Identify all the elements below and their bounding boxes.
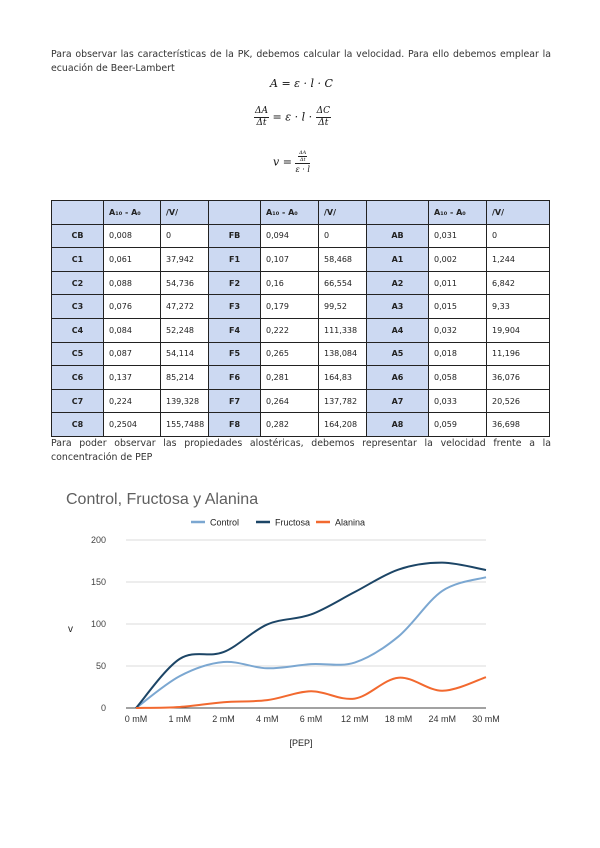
- row-label-cell: F2: [209, 271, 261, 295]
- value-cell: 0,033: [429, 389, 487, 413]
- column-header: /V/: [319, 201, 367, 225]
- table-row: [52, 413, 550, 437]
- row-label-cell: A7: [367, 389, 429, 413]
- value-cell: 66,554: [319, 271, 367, 295]
- frac-num: ΔC: [316, 106, 331, 116]
- value-cell: 6,842: [487, 271, 550, 295]
- beer-lambert-equation: A = ε · l · C: [270, 77, 333, 90]
- value-cell: 0,265: [261, 342, 319, 366]
- y-tick-label: 150: [90, 577, 106, 587]
- value-cell: 0,031: [429, 224, 487, 248]
- value-cell: 0,179: [261, 295, 319, 319]
- row-label-cell: F7: [209, 389, 261, 413]
- row-label-cell: A8: [367, 413, 429, 437]
- value-cell: 0: [319, 224, 367, 248]
- value-cell: 0,088: [104, 271, 161, 295]
- y-tick-label: 100: [90, 619, 106, 629]
- absorbance-velocity-table: [51, 200, 550, 437]
- row-label-cell: A4: [367, 318, 429, 342]
- row-label-cell: CB: [52, 224, 104, 248]
- value-cell: 0,264: [261, 389, 319, 413]
- column-header: A₁₀ - A₀: [261, 201, 319, 225]
- series-line-fructosa: [136, 563, 486, 708]
- value-cell: 1,244: [487, 248, 550, 272]
- y-tick-label: 50: [95, 661, 106, 671]
- value-cell: 0,281: [261, 366, 319, 390]
- value-cell: 19,904: [487, 318, 550, 342]
- x-tick-label: 12 mM: [340, 714, 369, 724]
- value-cell: 0,16: [261, 271, 319, 295]
- row-label-cell: A3: [367, 295, 429, 319]
- value-cell: 0,084: [104, 318, 161, 342]
- value-cell: 85,214: [161, 366, 209, 390]
- x-tick-label: 1 mM: [168, 714, 191, 724]
- value-cell: 0,224: [104, 389, 161, 413]
- table-header-row: [52, 201, 550, 225]
- value-cell: 0,059: [429, 413, 487, 437]
- x-tick-label: 4 mM: [256, 714, 279, 724]
- value-cell: 164,208: [319, 413, 367, 437]
- value-cell: 0,015: [429, 295, 487, 319]
- value-cell: 137,782: [319, 389, 367, 413]
- value-cell: 0,137: [104, 366, 161, 390]
- x-tick-label: 30 mM: [472, 714, 500, 724]
- row-label-cell: C6: [52, 366, 104, 390]
- series-line-alanina: [136, 677, 486, 708]
- value-cell: 0,094: [261, 224, 319, 248]
- value-cell: 36,076: [487, 366, 550, 390]
- row-label-cell: A2: [367, 271, 429, 295]
- column-header: /V/: [161, 201, 209, 225]
- value-cell: 0,018: [429, 342, 487, 366]
- intro-paragraph: Para observar las características de la PK, debemos calcular la velocidad. Para ello debemos emplear la ecuación de Beer-Lambert: [51, 49, 551, 74]
- legend-label-control: Control: [210, 517, 240, 528]
- value-cell: 36,698: [487, 413, 550, 437]
- blank-header: [367, 201, 429, 225]
- value-cell: 0,002: [429, 248, 487, 272]
- value-cell: 0: [161, 224, 209, 248]
- frac-num: ΔA: [255, 106, 268, 116]
- value-cell: 0,222: [261, 318, 319, 342]
- blank-header: [52, 201, 104, 225]
- row-label-cell: C4: [52, 318, 104, 342]
- row-label-cell: AB: [367, 224, 429, 248]
- value-cell: 139,328: [161, 389, 209, 413]
- pep-velocity-chart: [51, 478, 501, 763]
- value-cell: 54,114: [161, 342, 209, 366]
- velocity-fraction: [295, 150, 309, 175]
- table-row: [52, 295, 550, 319]
- inner-fraction: [298, 150, 307, 163]
- table-row: [52, 224, 550, 248]
- table-row: [52, 318, 550, 342]
- value-cell: 111,338: [319, 318, 367, 342]
- value-cell: 0,2504: [104, 413, 161, 437]
- y-tick-label: 200: [90, 535, 106, 545]
- rate-equation-middle: = ε · l ·: [272, 110, 313, 124]
- value-cell: 0,087: [104, 342, 161, 366]
- table-row: [52, 271, 550, 295]
- legend-label-fructosa: Fructosa: [275, 517, 311, 528]
- value-cell: 11,196: [487, 342, 550, 366]
- value-cell: 47,272: [161, 295, 209, 319]
- value-cell: 0,058: [429, 366, 487, 390]
- value-cell: 99,52: [319, 295, 367, 319]
- value-cell: 0,011: [429, 271, 487, 295]
- value-cell: 155,7488: [161, 413, 209, 437]
- row-label-cell: FB: [209, 224, 261, 248]
- allosteric-paragraph: Para poder observar las propiedades alostéricas, debemos representar la velocidad frente a la concentración de PEP: [51, 438, 551, 463]
- table-row: [52, 248, 550, 272]
- row-label-cell: F6: [209, 366, 261, 390]
- inner-den: Δt: [299, 157, 306, 163]
- table-row: [52, 389, 550, 413]
- value-cell: 0,008: [104, 224, 161, 248]
- frac-den: ε · l: [295, 165, 310, 174]
- row-label-cell: C1: [52, 248, 104, 272]
- value-cell: 9,33: [487, 295, 550, 319]
- value-cell: 164,83: [319, 366, 367, 390]
- value-cell: 52,248: [161, 318, 209, 342]
- column-header: A₁₀ - A₀: [104, 201, 161, 225]
- row-label-cell: F3: [209, 295, 261, 319]
- row-label-cell: C3: [52, 295, 104, 319]
- row-label-cell: A5: [367, 342, 429, 366]
- row-label-cell: C2: [52, 271, 104, 295]
- value-cell: 138,084: [319, 342, 367, 366]
- row-label-cell: F5: [209, 342, 261, 366]
- row-label-cell: C7: [52, 389, 104, 413]
- row-label-cell: C5: [52, 342, 104, 366]
- table-row: [52, 342, 550, 366]
- row-label-cell: C8: [52, 413, 104, 437]
- velocity-lhs: v =: [273, 155, 292, 169]
- value-cell: 37,942: [161, 248, 209, 272]
- x-tick-label: 18 mM: [384, 714, 413, 724]
- value-cell: 20,526: [487, 389, 550, 413]
- x-tick-label: 6 mM: [299, 714, 323, 724]
- x-tick-label: 24 mM: [428, 714, 457, 724]
- column-header: /V/: [487, 201, 550, 225]
- inner-num: ΔA: [299, 150, 307, 156]
- value-cell: 58,468: [319, 248, 367, 272]
- table-body: [52, 224, 550, 436]
- row-label-cell: F4: [209, 318, 261, 342]
- value-cell: 54,736: [161, 271, 209, 295]
- chart-title: Control, Fructosa y Alanina: [66, 491, 259, 508]
- delta-a-over-delta-t: [254, 106, 269, 129]
- column-header: A₁₀ - A₀: [429, 201, 487, 225]
- x-axis-label: [PEP]: [289, 738, 313, 748]
- delta-c-over-delta-t: [316, 106, 331, 129]
- row-label-cell: A1: [367, 248, 429, 272]
- value-cell: 0,061: [104, 248, 161, 272]
- value-cell: 0,076: [104, 295, 161, 319]
- value-cell: 0: [487, 224, 550, 248]
- value-cell: 0,032: [429, 318, 487, 342]
- y-axis-label: v: [68, 624, 73, 635]
- row-label-cell: F8: [209, 413, 261, 437]
- blank-header: [209, 201, 261, 225]
- row-label-cell: F1: [209, 248, 261, 272]
- x-tick-label: 2 mM: [212, 714, 235, 724]
- x-tick-label: 0 mM: [124, 714, 148, 724]
- legend-label-alanina: Alanina: [335, 517, 366, 528]
- frac-num: [295, 150, 309, 164]
- velocity-equation: [273, 150, 310, 175]
- table-row: [52, 366, 550, 390]
- frac-den: Δt: [256, 118, 267, 128]
- value-cell: 0,282: [261, 413, 319, 437]
- row-label-cell: A6: [367, 366, 429, 390]
- rate-equation: [254, 106, 331, 129]
- value-cell: 0,107: [261, 248, 319, 272]
- frac-den: Δt: [318, 118, 329, 128]
- y-tick-label: 0: [100, 703, 106, 713]
